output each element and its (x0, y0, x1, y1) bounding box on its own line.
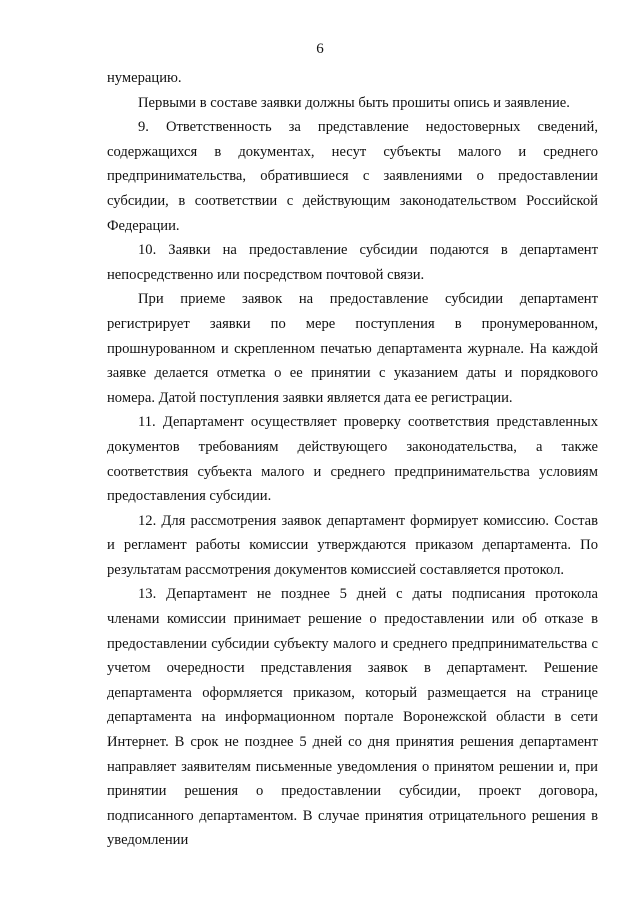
page-number: 6 (316, 41, 324, 57)
paragraph-11: 11. Департамент осуществляет проверку соответствия представленных документов требованиям действующего законодательства, а также соответствия субъекта малого и среднего предпринимательства условиям предоставления субсидии. (107, 414, 598, 505)
paragraph-9: 9. Ответственность за представление недостоверных сведений, содержащихся в документах, несут субъекты малого и среднего предпринимательства, обратившиеся с заявлениями о предоставлении субсидии, в соответствии с действующим законодательством Российской Федерации. (107, 119, 598, 234)
document-body (107, 66, 598, 853)
paragraph-12: 12. Для рассмотрения заявок департамент формирует комиссию. Состав и регламент работы комиссии утверждаются приказом департамента. По результатам рассмотрения документов комиссией составляется протокол. (107, 512, 598, 578)
paragraph-13: 13. Департамент не позднее 5 дней с даты подписания протокола членами комиссии принимает решение о предоставлении или об отказе в предоставлении субсидии субъекту малого и среднего предпринимательства с учетом очередности представления заявок в департамент. Решение департамента оформляется приказом, который размещается на странице департамента на информационном портале Воронежской области в сети Интернет. В срок не позднее 5 дней со дня принятия решения департамент направляет заявителям письменные уведомления о принятом решении и, при принятии решения о предоставлении субсидии, проект договора, подписанного департаментом. В случае принятия отрицательного решения в уведомлении (107, 586, 598, 849)
paragraph-continuation: нумерацию. (107, 70, 182, 86)
paragraph-registration: При приеме заявок на предоставление субсидии департамент регистрирует заявки по мере поступления в пронумерованном, прошнурованном и скрепленном печатью департамента журнале. На каждой заявке делается отметка о ее принятии с указанием даты и порядкового номера. Датой поступления заявки является дата ее регистрации. (107, 291, 598, 406)
paragraph-10: 10. Заявки на предоставление субсидии подаются в департамент непосредственно или посредством почтовой связи. (107, 242, 598, 283)
paragraph-opis: Первыми в составе заявки должны быть прошиты опись и заявление. (138, 94, 570, 111)
